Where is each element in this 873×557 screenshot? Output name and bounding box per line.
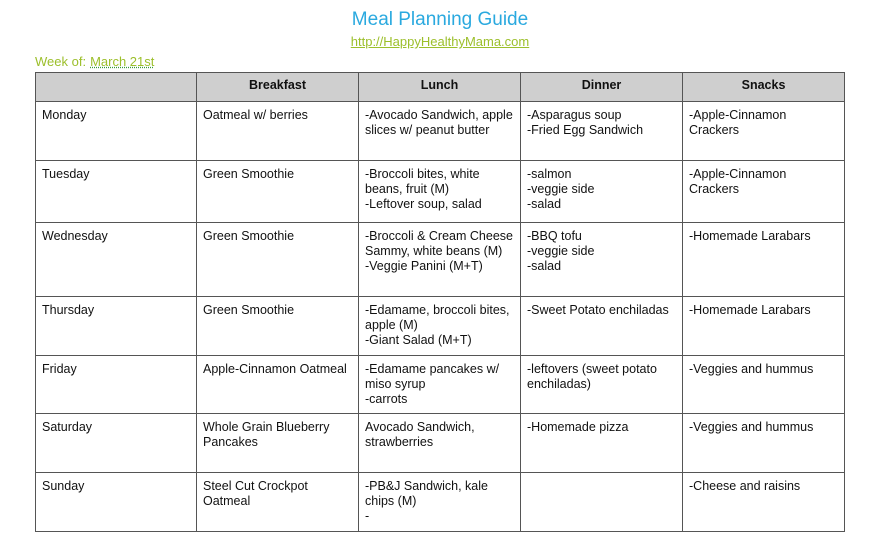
snacks-entry-line: -Veggies and hummus: [689, 420, 814, 434]
lunch-entry-line: -: [365, 509, 370, 523]
column-header-lunch: Lunch: [359, 73, 521, 102]
dinner-entry-line: -leftovers (sweet potato: [527, 362, 657, 376]
table-row: [36, 473, 845, 532]
table-row: [36, 161, 845, 223]
dinner-entry-line: -salad: [527, 197, 562, 211]
lunch-cell[interactable]: [359, 223, 521, 297]
snacks-entry-line: -Apple-Cinnamon: [689, 167, 787, 181]
snacks-entry-line: Crackers: [689, 123, 740, 137]
breakfast-cell[interactable]: [197, 161, 359, 223]
week-of-line: [35, 54, 154, 69]
breakfast-cell[interactable]: [197, 414, 359, 473]
lunch-entry-line: -Edamame, broccoli bites,: [365, 303, 510, 317]
column-header-day: [36, 73, 197, 102]
column-header-breakfast: Breakfast: [197, 73, 359, 102]
day-label: Sunday: [42, 479, 85, 493]
lunch-cell[interactable]: [359, 102, 521, 161]
lunch-entry-line: slices w/ peanut butter: [365, 123, 490, 137]
snacks-entry-line: Crackers: [689, 182, 740, 196]
lunch-entry-line: Sammy, white beans (M): [365, 244, 503, 258]
snacks-entry-line: -Homemade Larabars: [689, 303, 811, 317]
lunch-entry-line: -Edamame pancakes w/: [365, 362, 500, 376]
day-cell[interactable]: [36, 297, 197, 356]
lunch-entry-line: -Leftover soup, salad: [365, 197, 482, 211]
snacks-cell[interactable]: [683, 102, 845, 161]
dinner-cell[interactable]: [521, 473, 683, 532]
table-header-row: [36, 73, 845, 102]
snacks-entry-line: -Homemade Larabars: [689, 229, 811, 243]
website-link[interactable]: http://HappyHealthyMama.com: [350, 34, 530, 49]
dinner-entry-line: -BBQ tofu: [527, 229, 582, 243]
lunch-entry-line: -Avocado Sandwich, apple: [365, 108, 513, 122]
lunch-entry-line: beans, fruit (M): [365, 182, 450, 196]
lunch-entry-line: Avocado Sandwich,: [365, 420, 475, 434]
day-cell[interactable]: [36, 161, 197, 223]
day-label: Thursday: [42, 303, 95, 317]
day-label: Wednesday: [42, 229, 108, 243]
breakfast-entry-line: Steel Cut Crockpot: [203, 479, 308, 493]
table-row: [36, 223, 845, 297]
snacks-cell[interactable]: [683, 297, 845, 356]
week-of-date[interactable]: March 21st: [90, 54, 155, 69]
day-cell[interactable]: [36, 414, 197, 473]
dinner-entry-line: -Homemade pizza: [527, 420, 629, 434]
dinner-cell[interactable]: [521, 297, 683, 356]
lunch-entry-line: chips (M): [365, 494, 417, 508]
table-row: [36, 414, 845, 473]
dinner-entry-line: -salad: [527, 259, 562, 273]
day-cell[interactable]: [36, 356, 197, 414]
breakfast-cell[interactable]: [197, 473, 359, 532]
dinner-entry-line: -Fried Egg Sandwich: [527, 123, 644, 137]
lunch-cell[interactable]: [359, 161, 521, 223]
snacks-cell[interactable]: [683, 223, 845, 297]
breakfast-entry-line: Whole Grain Blueberry: [203, 420, 330, 434]
breakfast-entry-line: Green Smoothie: [203, 167, 295, 181]
table-row: [36, 297, 845, 356]
day-label: Tuesday: [42, 167, 90, 181]
breakfast-entry-line: Oatmeal w/ berries: [203, 108, 308, 122]
day-cell[interactable]: [36, 102, 197, 161]
dinner-cell[interactable]: [521, 161, 683, 223]
dinner-cell[interactable]: [521, 102, 683, 161]
breakfast-cell[interactable]: [197, 356, 359, 414]
snacks-entry-line: -Apple-Cinnamon: [689, 108, 787, 122]
lunch-cell[interactable]: [359, 473, 521, 532]
table-row: [36, 102, 845, 161]
dinner-entry-line: -Asparagus soup: [527, 108, 622, 122]
meal-plan-table: [35, 72, 845, 532]
dinner-cell[interactable]: [521, 223, 683, 297]
breakfast-cell[interactable]: [197, 223, 359, 297]
breakfast-entry-line: Oatmeal: [203, 494, 251, 508]
dinner-entry-line: -Sweet Potato enchiladas: [527, 303, 669, 317]
lunch-cell[interactable]: [359, 297, 521, 356]
lunch-entry-line: -Veggie Panini (M+T): [365, 259, 483, 273]
breakfast-entry-line: Apple-Cinnamon Oatmeal: [203, 362, 347, 376]
breakfast-entry-line: Green Smoothie: [203, 303, 295, 317]
snacks-entry-line: -Veggies and hummus: [689, 362, 814, 376]
snacks-cell[interactable]: [683, 356, 845, 414]
column-header-snacks: Snacks: [683, 73, 845, 102]
breakfast-cell[interactable]: [197, 297, 359, 356]
lunch-entry-line: -Broccoli & Cream Cheese: [365, 229, 513, 243]
snacks-entry-line: -Cheese and raisins: [689, 479, 801, 493]
dinner-entry-line: enchiladas): [527, 377, 591, 391]
table-body: [36, 102, 845, 532]
table-row: [36, 356, 845, 414]
lunch-entry-line: miso syrup: [365, 377, 426, 391]
lunch-entry-line: apple (M): [365, 318, 418, 332]
snacks-cell[interactable]: [683, 414, 845, 473]
breakfast-cell[interactable]: [197, 102, 359, 161]
dinner-entry-line: -veggie side: [527, 244, 595, 258]
lunch-entry-line: -PB&J Sandwich, kale: [365, 479, 488, 493]
dinner-cell[interactable]: [521, 414, 683, 473]
lunch-entry-line: -Giant Salad (M+T): [365, 333, 472, 347]
dinner-entry-line: -salmon: [527, 167, 572, 181]
day-label: Friday: [42, 362, 77, 376]
day-label: Monday: [42, 108, 87, 122]
lunch-entry-line: -Broccoli bites, white: [365, 167, 480, 181]
week-of-label: Week of:: [35, 54, 87, 69]
snacks-cell[interactable]: [683, 473, 845, 532]
lunch-entry-line: -carrots: [365, 392, 408, 406]
dinner-entry-line: -veggie side: [527, 182, 595, 196]
column-header-dinner: Dinner: [521, 73, 683, 102]
lunch-cell[interactable]: [359, 414, 521, 473]
page-title: Meal Planning Guide: [351, 9, 529, 30]
lunch-entry-line: strawberries: [365, 435, 434, 449]
breakfast-entry-line: Pancakes: [203, 435, 258, 449]
breakfast-entry-line: Green Smoothie: [203, 229, 295, 243]
day-cell[interactable]: [36, 223, 197, 297]
day-cell[interactable]: [36, 473, 197, 532]
dinner-cell[interactable]: [521, 356, 683, 414]
lunch-cell[interactable]: [359, 356, 521, 414]
snacks-cell[interactable]: [683, 161, 845, 223]
day-label: Saturday: [42, 420, 93, 434]
